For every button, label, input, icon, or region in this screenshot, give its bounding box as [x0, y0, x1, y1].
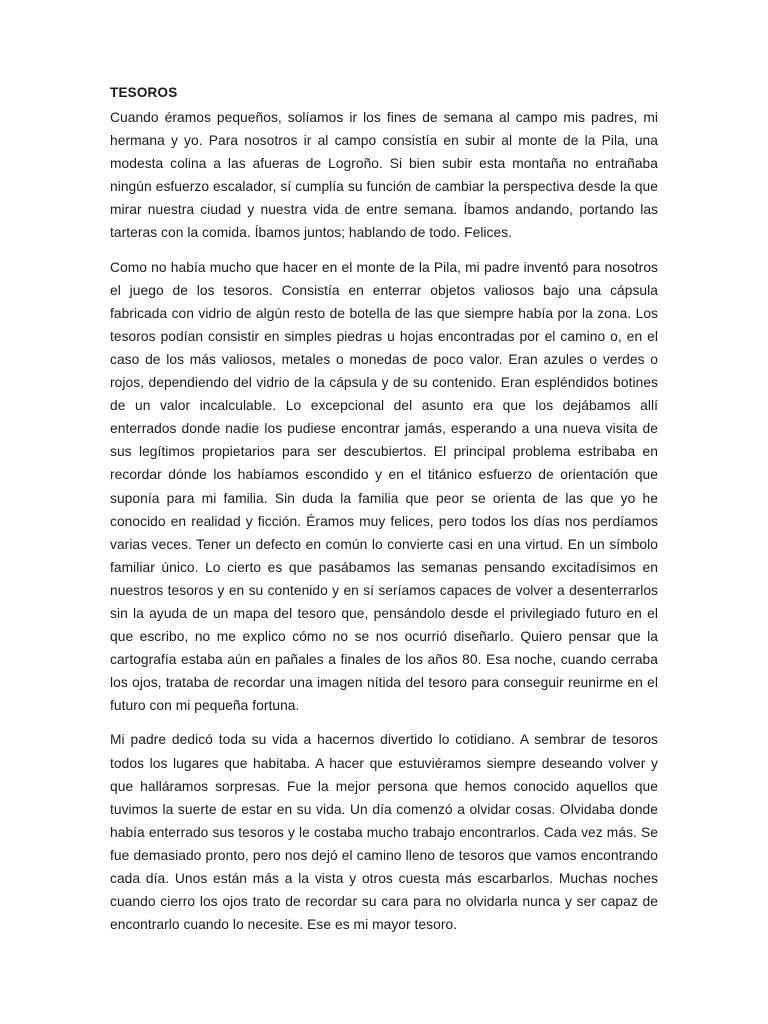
paragraph-2: Como no había mucho que hacer en el monte de la Pila, mi padre inventó para nosotros el juego de los tesoros. Consistía en enterrar objetos valiosos bajo una cápsula fabricada con vidrio de algún resto de botella de las que siempre había por la zona. Los tesoros podían consistir en simples piedras u hojas encontradas por el camino o, en el caso de los más valiosos, metales o monedas de poco valor. Eran azules o verdes o rojos, dependiendo del vidrio de la cápsula y de su contenido. Eran espléndidos botines de un valor incalculable. Lo excepcional del asunto era que los dejábamos allí enterrados donde nadie los pudiese encontrar jamás, esperando a una nueva visita de sus legítimos propietarios para ser descubiertos. El principal problema estribaba en recordar dónde los habíamos escondido y en el titánico esfuerzo de orientación que suponía para mi familia. Sin duda la familia que peor se orienta de las que yo he conocido en realidad y ficción. Éramos muy felices, pero todos los días nos perdíamos varias veces. Tener un defecto en común lo convierte casi en una virtud. En un símbolo familiar único. Lo cierto es que pasábamos las semanas pensando excitadísimos en nuestros tesoros y en su contenido y en sí seríamos capaces de volver a desenterrarlos sin la ayuda de un mapa del tesoro que, pensándolo desde el privilegiado futuro en el que escribo, no me explico cómo no se nos ocurrió diseñarlo. Quiero pensar que la cartografía estaba aún en pañales a finales de los años 80. Esa noche, cuando cerraba los ojos, trataba de recordar una imagen nítida del tesoro para conseguir reunirme en el futuro con mi pequeña fortuna. [110, 259, 658, 714]
paragraph-1: Cuando éramos pequeños, solíamos ir los fines de semana al campo mis padres, mi hermana y yo. Para nosotros ir al campo consistía en subir al monte de la Pila, una modesta colina a las afueras de Logroño. Si bien subir esta montaña no entrañaba ningún esfuerzo escalador, sí cumplía su función de cambiar la perspectiva desde la que mirar nuestra ciudad y nuestra vida de entre semana. Íbamos andando, portando las tarteras con la comida. Íbamos juntos; hablando de todo. Felices. [110, 110, 658, 241]
paragraph-3: Mi padre dedicó toda su vida a hacernos divertido lo cotidiano. A sembrar de tesoros todos los lugares que habitaba. A hacer que estuviéramos siempre deseando volver y que halláramos sorpresas. Fue la mejor persona que hemos conocido aquellos que tuvimos la suerte de estar en su vida. Un día comenzó a olvidar cosas. Olvidaba donde había enterrado sus tesoros y le costaba mucho trabajo encontrarlos. Cada vez más. Se fue demasiado pronto, pero nos dejó el camino lleno de tesoros que vamos encontrando cada día. Unos están más a la vista y otros cuesta más escarbarlos. Muchas noches cuando cierro los ojos trato de recordar su cara para no olvidarla nunca y ser capaz de encontrarlo cuando lo necesite. Ese es mi mayor tesoro. [110, 732, 658, 933]
document-title: TESOROS [110, 85, 178, 100]
document-page [110, 83, 658, 947]
